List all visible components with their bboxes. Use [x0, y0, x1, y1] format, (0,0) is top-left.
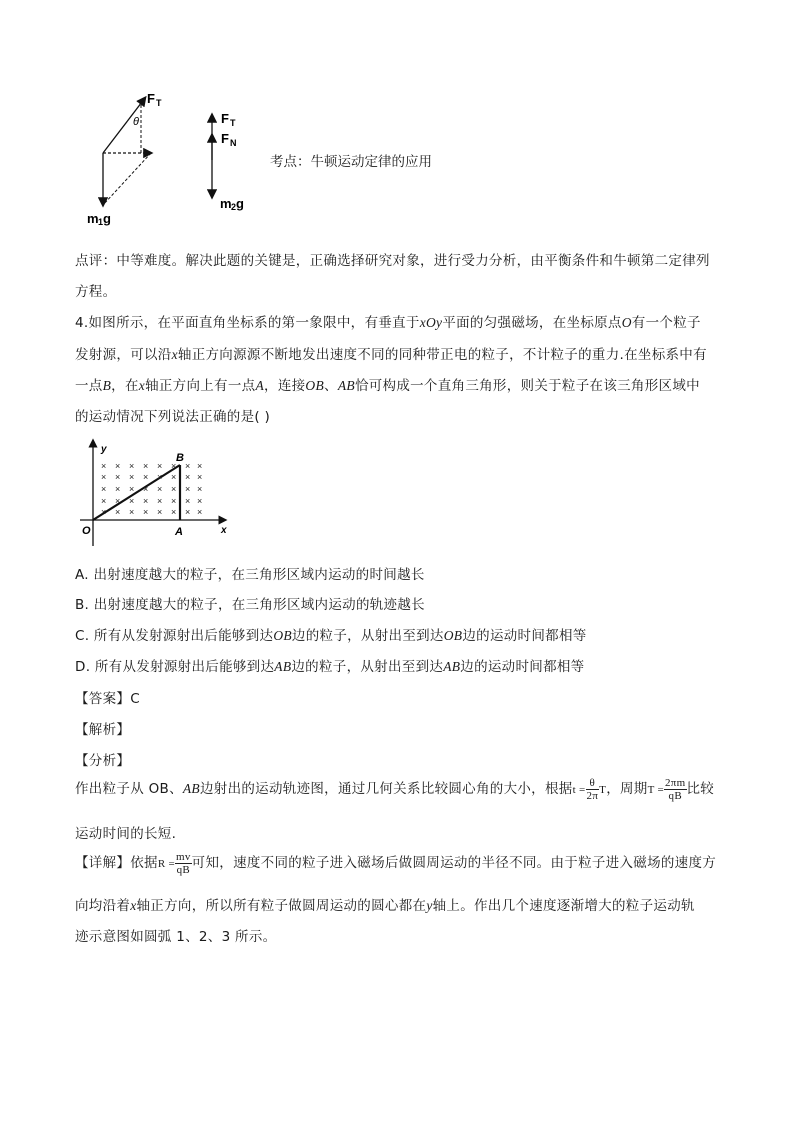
svg-text:g: g	[236, 196, 244, 211]
field-cross: ×	[185, 484, 191, 494]
svg-text:N: N	[230, 138, 237, 148]
field-cross: ×	[115, 484, 121, 494]
option-b: B. 出射速度越大的粒子，在三角形区域内运动的轨迹越长	[75, 597, 425, 613]
label-o: O	[82, 525, 91, 537]
field-cross: ×	[157, 461, 163, 471]
field-cross: ×	[197, 496, 203, 506]
field-cross: ×	[143, 461, 149, 471]
fraction-theta-2pi: $\frac{\theta}{2\pi}$	[586, 776, 599, 802]
field-cross: ×	[143, 472, 149, 482]
svg-text:g: g	[103, 211, 111, 226]
analysis-line-1: 作出粒子从 OB、AB边射出的运动轨迹图，通过几何关系比较圆心角的大小，根据t = $\frac{\theta}{2\pi}$ T，周期T = $\frac{2\pi m}{qB}$ 比较	[75, 776, 715, 802]
field-cross: ×	[101, 496, 107, 506]
field-crosses	[101, 461, 202, 517]
magnetic-field-diagram	[75, 436, 235, 551]
field-cross: ×	[197, 507, 203, 517]
kaodian-text: 考点：牛顿运动定律的应用	[270, 154, 432, 170]
field-cross: ×	[143, 496, 149, 506]
field-cross: ×	[129, 461, 135, 471]
fraction-mv-qb: $\frac{mv}{qB}$	[176, 850, 191, 876]
field-cross: ×	[185, 496, 191, 506]
option-d: D. 所有从发射源射出后能够到达AB边的粒子，从射出至到达AB边的运动时间都相等	[75, 659, 585, 675]
field-cross: ×	[185, 472, 191, 482]
answer: 【答案】C	[75, 691, 140, 707]
svg-text:T: T	[230, 118, 236, 128]
field-cross: ×	[157, 472, 163, 482]
fenxi-heading: 【分析】	[75, 753, 131, 769]
field-cross: ×	[171, 472, 177, 482]
field-cross: ×	[101, 461, 107, 471]
question-4-line-3: 一点B，在x轴正方向上有一点A，连接OB、AB恰可构成一个直角三角形，则关于粒子在该三角形区域中	[75, 378, 700, 394]
field-cross: ×	[101, 472, 107, 482]
field-cross: ×	[129, 484, 135, 494]
field-cross: ×	[197, 484, 203, 494]
field-cross: ×	[101, 484, 107, 494]
force-diagram	[85, 85, 260, 230]
field-cross: ×	[157, 496, 163, 506]
question-4-line-2: 发射源，可以沿x轴正方向源源不断地发出速度不同的同种带正电的粒子，不计粒子的重力.在坐标系中有	[75, 347, 707, 363]
analysis-heading: 【解析】	[75, 722, 131, 738]
option-a: A. 出射速度越大的粒子，在三角形区域内运动的时间越长	[75, 567, 425, 583]
field-cross: ×	[129, 496, 135, 506]
field-cross: ×	[115, 507, 121, 517]
detail-line-3: 迹示意图如圆弧 1、2、3 所示。	[75, 929, 277, 945]
field-cross: ×	[143, 507, 149, 517]
label-fn: F	[221, 131, 229, 146]
label-b: B	[176, 452, 184, 464]
question-4-line-4: 的运动情况下列说法正确的是( )	[75, 409, 271, 425]
field-cross: ×	[115, 472, 121, 482]
field-cross: ×	[197, 472, 203, 482]
field-cross: ×	[115, 496, 121, 506]
svg-text:2: 2	[231, 202, 237, 212]
field-cross: ×	[185, 507, 191, 517]
field-cross: ×	[171, 496, 177, 506]
field-cross: ×	[171, 507, 177, 517]
field-cross: ×	[157, 484, 163, 494]
label-y: y	[101, 444, 107, 455]
field-cross: ×	[101, 507, 107, 517]
detail-line-2: 向均沿着x轴正方向，所以所有粒子做圆周运动的圆心都在y轴上。作出几个速度逐渐增大的粒子运动轨	[75, 898, 695, 914]
field-cross: ×	[157, 507, 163, 517]
field-cross: ×	[197, 461, 203, 471]
question-4-line-1: 4.如图所示，在平面直角坐标系的第一象限中，有垂直于xOy平面的匀强磁场，在坐标原点O有一个粒子	[75, 315, 701, 331]
option-c: C. 所有从发射源射出后能够到达OB边的粒子，从射出至到达OB边的运动时间都相等	[75, 628, 587, 644]
analysis-line-2: 运动时间的长短.	[75, 826, 177, 842]
field-cross: ×	[171, 461, 177, 471]
label-m1g: m	[87, 211, 99, 226]
field-cross: ×	[143, 484, 149, 494]
svg-text:T: T	[156, 98, 162, 108]
field-cross: ×	[185, 461, 191, 471]
svg-text:1: 1	[98, 217, 104, 227]
label-ft-right: F	[221, 111, 229, 126]
label-x: x	[221, 525, 227, 536]
comment-line-1: 点评：中等难度。解决此题的关键是，正确选择研究对象，进行受力分析，由平衡条件和牛顿第二定律列	[75, 253, 710, 269]
label-m2g: m	[220, 196, 232, 211]
field-cross: ×	[171, 484, 177, 494]
field-cross: ×	[129, 472, 135, 482]
label-ft-left: F	[147, 91, 155, 106]
detail-line-1: 【详解】依据R = $\frac{mv}{qB}$ 可知，速度不同的粒子进入磁场后做圆周运动的半径不同。由于粒子进入磁场的速度方	[75, 850, 717, 876]
field-cross: ×	[115, 461, 121, 471]
label-theta: θ	[133, 116, 139, 128]
fraction-2pim-qb: $\frac{2\pi m}{qB}$	[664, 776, 686, 802]
label-a: A	[175, 526, 183, 538]
comment-line-2: 方程。	[75, 284, 117, 300]
field-cross: ×	[129, 507, 135, 517]
